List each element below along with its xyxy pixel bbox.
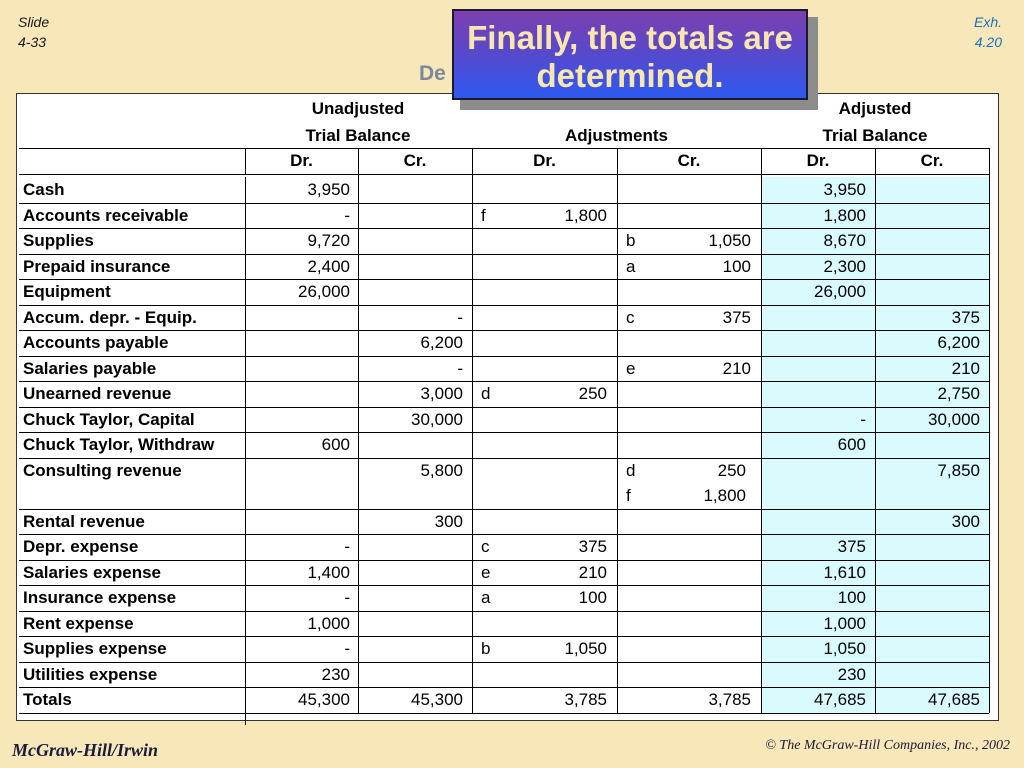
unadjusted-dr-value: 3,950 [307, 180, 350, 199]
row-rule [19, 560, 989, 561]
account-name: Accounts payable [23, 333, 169, 352]
adjustment-cr-ref: a [626, 256, 636, 276]
row-rule [19, 636, 989, 637]
adjustment-dr-ref: d [481, 384, 491, 403]
adjustments-header: Adjustments [565, 126, 668, 145]
adjustment-dr-value: 100 [578, 588, 607, 607]
adjusted-dr-value: 2,300 [823, 256, 866, 276]
row-rule [19, 687, 989, 688]
row-rule [19, 305, 989, 306]
row-rule [19, 407, 989, 408]
unadjusted-dr-value: 45,300 [298, 690, 350, 709]
row-rule [19, 330, 989, 331]
unadjusted-dr-header: Dr. [290, 151, 313, 170]
adjusted-header-line-2: Trial Balance [822, 126, 928, 145]
row-rule [19, 458, 989, 459]
row-rule [19, 611, 989, 612]
slide-label: Slide [18, 14, 50, 30]
copyright-footer: © The McGraw-Hill Companies, Inc., 2002 [765, 738, 1010, 753]
account-name: Salaries expense [23, 562, 161, 582]
adjusted-cr-value: 30,000 [928, 409, 980, 429]
unadjusted-dr-value: 26,000 [298, 282, 350, 301]
unadjusted-cr-value: - [457, 307, 463, 327]
row-rule [19, 585, 989, 586]
adjustment-dr-value: 3,785 [564, 690, 607, 709]
adjustment-dr-ref: c [481, 537, 490, 556]
account-name: Rental revenue [23, 511, 145, 531]
unadjusted-dr-value: - [344, 639, 350, 658]
row-rule [19, 254, 989, 255]
row-rule [19, 509, 989, 510]
exhibit-label: Exh. [973, 14, 1002, 30]
account-name: Cash [23, 180, 65, 199]
account-name: Consulting revenue [23, 460, 182, 480]
adjustments-cr-header: Cr. [677, 151, 701, 170]
adjusted-dr-value: 1,050 [823, 639, 866, 658]
adjusted-header-line-1: Adjusted [838, 99, 912, 118]
adjustment-dr-ref: f [481, 205, 486, 225]
unadjusted-cr-value: 3,000 [420, 384, 463, 403]
adjusted-cr-value: 7,850 [937, 460, 980, 480]
slide-number [18, 12, 49, 52]
callout-line-2: determined. [536, 57, 724, 94]
unadjusted-header-line-1: Unadjusted [311, 99, 405, 118]
adjusted-dr-value: - [860, 409, 866, 429]
adjusted-dr-value: 1,000 [823, 613, 866, 633]
adjustment-cr-ref: b [626, 231, 636, 250]
adjusted-dr-value: 3,950 [823, 180, 866, 199]
account-name: Totals [23, 690, 72, 709]
trial-balance-worksheet [16, 93, 999, 721]
unadjusted-dr-value: - [344, 537, 350, 556]
adjustment-dr-ref: a [481, 588, 491, 607]
adjustment-dr-value: 1,050 [564, 639, 607, 658]
adjusted-dr-value: 600 [837, 435, 866, 454]
adjustment-dr-value: 375 [578, 537, 607, 556]
unadjusted-cr-value: 300 [434, 511, 463, 531]
adjusted-cr-header: Cr. [920, 151, 944, 170]
callout-line-1: Finally, the totals are [467, 19, 793, 56]
unadjusted-dr-value: 230 [321, 664, 350, 684]
slide-number-value: 4-33 [18, 34, 47, 50]
unadjusted-cr-value: 45,300 [411, 690, 463, 709]
callout-box [452, 9, 808, 100]
publisher-footer: McGraw-Hill/Irwin [12, 740, 159, 760]
adjustment-cr-ref: f [626, 486, 631, 505]
adjustment-cr-value: 250 [717, 460, 746, 480]
account-column-divider [245, 177, 246, 725]
unadjusted-dr-value: - [344, 205, 350, 225]
account-name: Equipment [23, 282, 111, 301]
adjusted-cr-value: 2,750 [937, 384, 980, 403]
adjusted-cr-value: 300 [951, 511, 980, 531]
account-name: Chuck Taylor, Capital [23, 409, 195, 429]
adjustment-dr-value: 1,800 [564, 205, 607, 225]
adjusted-cr-value: 6,200 [937, 333, 980, 352]
row-rule [19, 534, 989, 535]
adjustment-cr-value: 1,050 [708, 231, 751, 250]
unadjusted-cr-value: - [457, 358, 463, 378]
account-name: Salaries payable [23, 358, 157, 378]
unadjusted-cr-header: Cr. [403, 151, 427, 170]
unadjusted-dr-value: 1,400 [307, 562, 350, 582]
adjustment-cr-ref: e [626, 358, 636, 378]
adjustment-dr-ref: b [481, 639, 491, 658]
account-name: Accounts receivable [23, 205, 189, 225]
adjustment-cr-value: 100 [722, 256, 751, 276]
adjustment-dr-value: 250 [578, 384, 607, 403]
adjustment-cr-value: 1,800 [703, 486, 746, 505]
subheader-rule [19, 174, 989, 175]
row-rule [19, 203, 989, 204]
header-divider-left [245, 148, 246, 174]
adjusted-dr-value: 100 [837, 588, 866, 607]
adjusted-dr-header: Dr. [806, 151, 830, 170]
unadjusted-dr-value: 600 [321, 435, 350, 454]
adjusted-dr-value: 230 [837, 664, 866, 684]
account-name: Prepaid insurance [23, 256, 171, 276]
adjustment-cr-ref: d [626, 460, 636, 480]
adjustment-cr-value: 3,785 [708, 690, 751, 709]
row-rule [19, 713, 989, 714]
column-divider [875, 148, 876, 713]
adjusted-dr-value: 1,800 [823, 205, 866, 225]
account-name: Accum. depr. - Equip. [23, 307, 197, 327]
account-name: Insurance expense [23, 588, 177, 607]
row-rule [19, 279, 989, 280]
exhibit-number [974, 12, 1002, 52]
adjustment-dr-value: 210 [578, 562, 607, 582]
header-divider-right [989, 148, 990, 713]
adjusted-cr-value: 47,685 [928, 690, 980, 709]
row-rule [19, 432, 989, 433]
adjustments-dr-header: Dr. [533, 151, 556, 170]
account-name: Unearned revenue [23, 384, 172, 403]
row-rule [19, 356, 989, 357]
column-divider [617, 148, 618, 713]
unadjusted-header-line-2: Trial Balance [305, 126, 411, 145]
column-divider [761, 148, 762, 713]
header-rule [19, 148, 989, 149]
account-name: Utilities expense [23, 664, 158, 684]
row-rule [19, 228, 989, 229]
adjusted-cr-value: 375 [951, 307, 980, 327]
adjustment-cr-ref: c [626, 307, 635, 327]
column-divider [358, 148, 359, 713]
adjustment-cr-value: 375 [722, 307, 751, 327]
account-name: Supplies expense [23, 639, 167, 658]
adjusted-cr-value: 210 [951, 358, 980, 378]
unadjusted-dr-value: - [344, 588, 350, 607]
exhibit-number-value: 4.20 [974, 34, 1002, 50]
unadjusted-dr-value: 1,000 [307, 613, 350, 633]
adjustment-dr-ref: e [481, 562, 491, 582]
adjustment-cr-value: 210 [722, 358, 751, 378]
adjusted-dr-value: 1,610 [823, 562, 866, 582]
unadjusted-cr-value: 5,800 [420, 460, 463, 480]
adjusted-dr-value: 375 [837, 537, 866, 556]
row-rule [19, 662, 989, 663]
adjusted-dr-value: 8,670 [823, 231, 866, 250]
account-name: Rent expense [23, 613, 134, 633]
unadjusted-cr-value: 6,200 [420, 333, 463, 352]
unadjusted-dr-value: 2,400 [307, 256, 350, 276]
account-name: Depr. expense [23, 537, 139, 556]
background-title: De [419, 62, 446, 85]
unadjusted-cr-value: 30,000 [411, 409, 463, 429]
column-divider [472, 148, 473, 713]
account-name: Supplies [23, 231, 94, 250]
adjusted-dr-value: 47,685 [814, 690, 866, 709]
account-name: Chuck Taylor, Withdraw [23, 435, 215, 454]
row-rule [19, 381, 989, 382]
adjusted-dr-value: 26,000 [814, 282, 866, 301]
unadjusted-dr-value: 9,720 [307, 231, 350, 250]
